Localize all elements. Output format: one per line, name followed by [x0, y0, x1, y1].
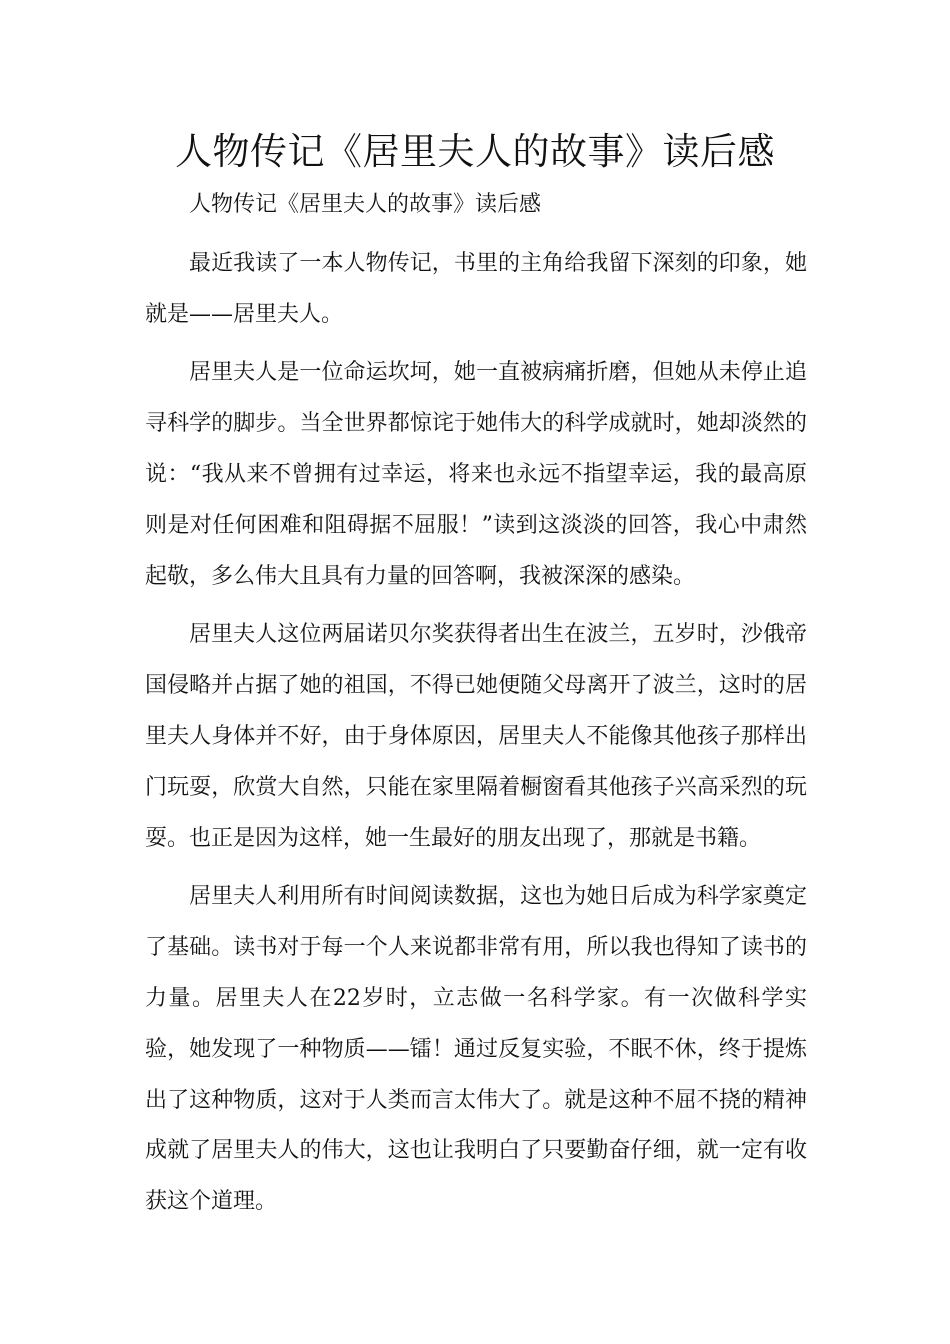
paragraph: 居里夫人是一位命运坎坷，她一直被病痛折磨，但她从未停止追寻科学的脚步。当全世界都惊诧于她伟大的科学成就时，她却淡然的说：“我从来不曾拥有过幸运，将来也永远不指望幸运，我的最高原则是对任何困难和阻碍据不屈服！”读到这淡淡的回答，我心中肃然起敬，多么伟大且具有力量的回答啊，我被深深的感染。 [145, 360, 807, 589]
paragraph: 居里夫人利用所有时间阅读数据，这也为她日后成为科学家奠定了基础。读书对于每一个人来说都非常有用，所以我也得知了读书的力量。居里夫人在22岁时，立志做一名科学家。有一次做科学实验，她发现了一种物质——镭！通过反复实验，不眠不休，终于提炼出了这种物质，这对于人类而言太伟大了。就是这种不屈不挠的精神成就了居里夫人的伟大，这也让我明白了只要勤奋仔细，就一定有收获这个道理。 [145, 884, 807, 1215]
paragraph: 居里夫人这位两届诺贝尔奖获得者出生在波兰，五岁时，沙俄帝国侵略并占据了她的祖国，不得已她便随父母离开了波兰，这时的居里夫人身体并不好，由于身体原因，居里夫人不能像其他孩子那样出门玩耍，欣赏大自然，只能在家里隔着橱窗看其他孩子兴高采烈的玩耍。也正是因为这样，她一生最好的朋友出现了，那就是书籍。 [145, 622, 807, 851]
document-body [145, 180, 807, 1236]
document-subtitle: 人物传记《居里夫人的故事》读后感 [189, 192, 542, 217]
paragraph: 最近我读了一本人物传记，书里的主角给我留下深刻的印象，她就是——居里夫人。 [145, 250, 807, 327]
document-title: 人物传记《居里夫人的故事》读后感 [175, 130, 775, 173]
